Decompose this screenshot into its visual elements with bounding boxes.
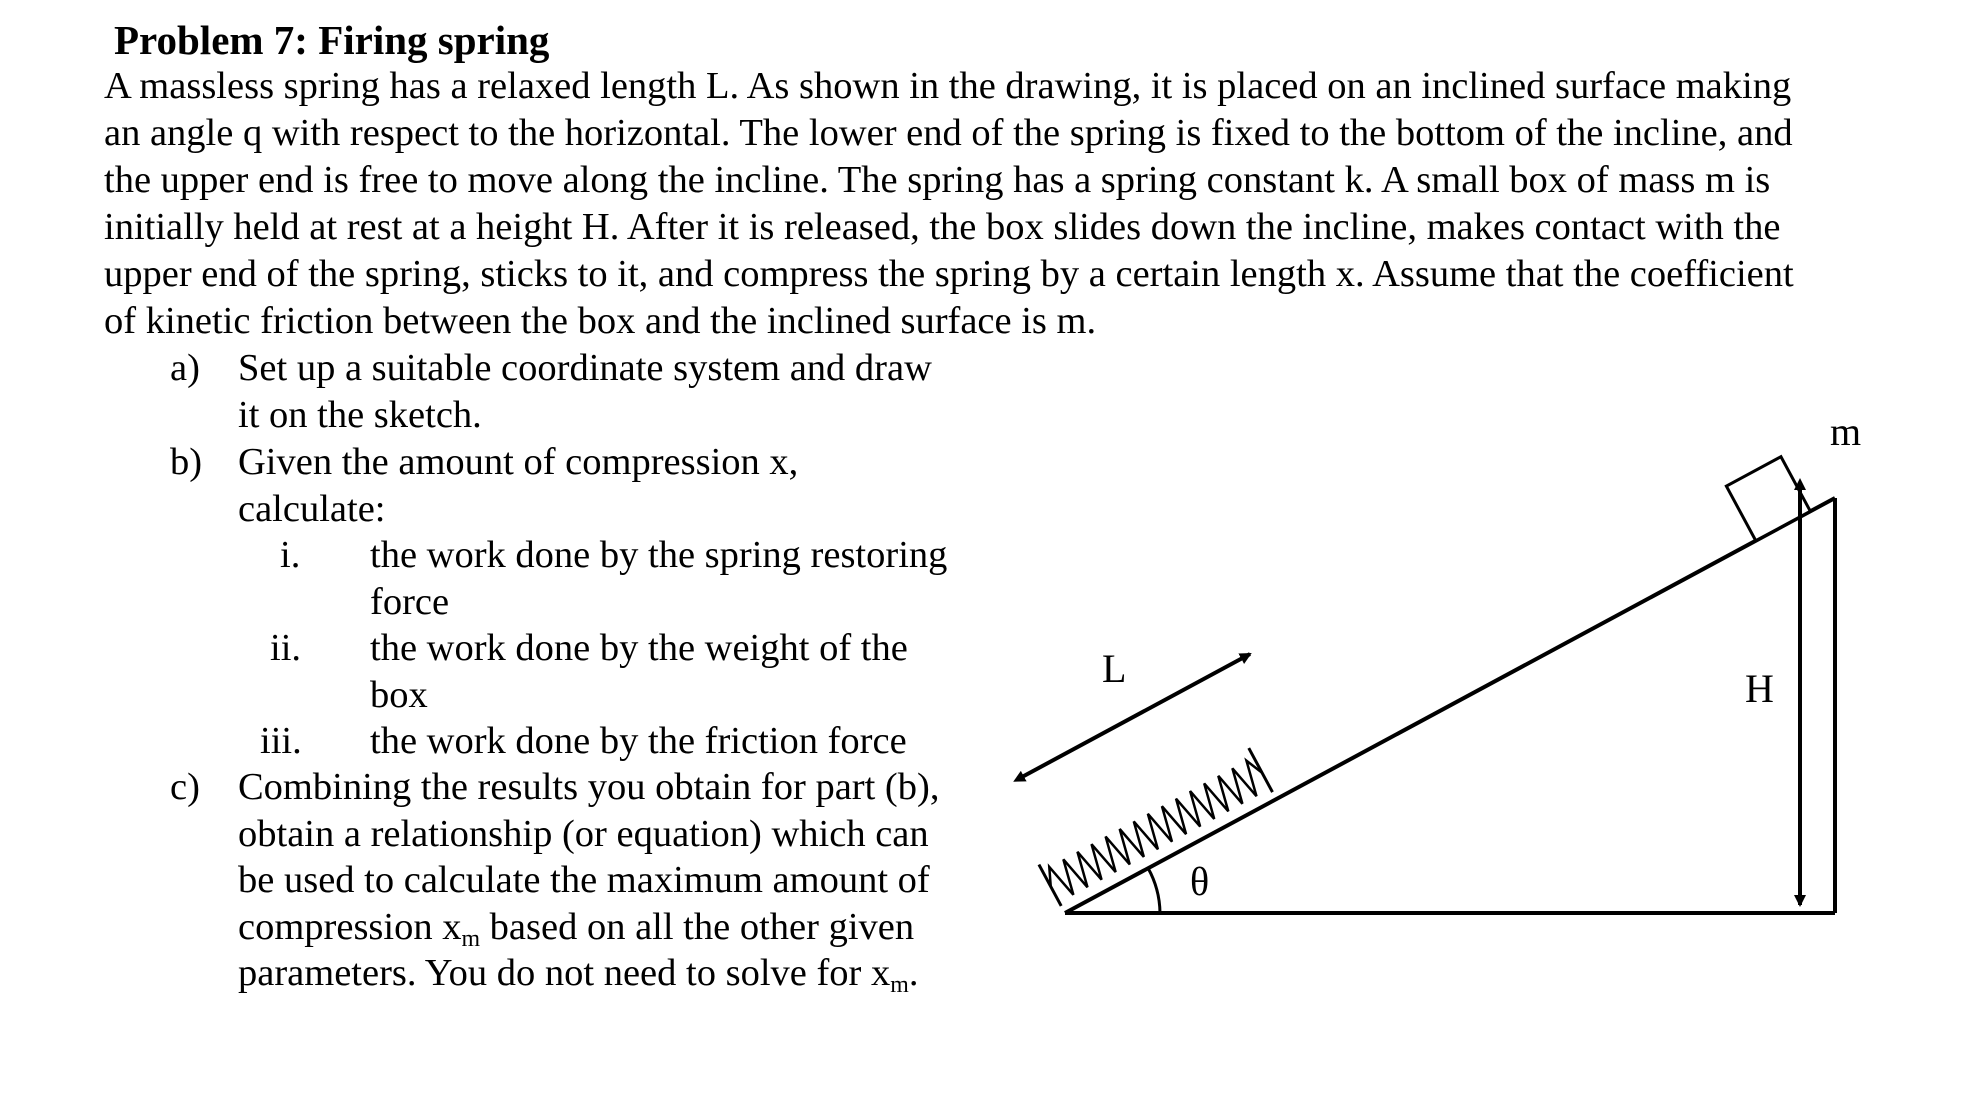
length-arrow [1022,654,1250,777]
question-b-line: calculate: [238,487,386,530]
question-a-marker: a) [170,347,200,389]
theta-label: θ [1190,859,1210,904]
question-a-line: it on the sketch. [238,393,482,436]
subquestion-i-line: force [370,580,450,623]
question-b-marker: b) [170,441,203,483]
mass-label: m [1830,409,1862,454]
question-c-text: . [908,952,919,994]
question-a-line: Set up a suitable coordinate system and draw [238,347,932,389]
subquestion-i-line: the work done by the spring restoring [370,534,948,576]
question-c [170,764,939,997]
intro-line: upper end of the spring, sticks to it, and compress the spring by a certain length x. Assume that the coefficient [104,253,1794,295]
question-c-line [238,950,939,997]
question-c-marker: c) [170,766,200,808]
subscript-m: m [461,925,481,952]
subquestion-i [280,532,947,625]
subquestion-i-marker: i. [280,534,301,576]
question-c-text: parameters. You do not need to solve for x [238,952,891,994]
height-label: H [1745,666,1774,711]
question-c-line: obtain a relationship (or equation) which can [238,812,929,855]
question-c-line: be used to calculate the maximum amount of [238,859,930,901]
subscript-m: m [890,972,909,999]
question-c-line: Combining the results you obtain for part (b), [238,766,940,808]
subquestion-ii-line: box [370,673,428,716]
subquestion-ii-line: the work done by the weight of the [370,627,908,669]
question-c-text: based on all the other given [480,905,915,948]
subquestion-iii-marker: iii. [260,720,302,762]
incline-figure [1000,400,1880,930]
intro-line: initially held at rest at a height H. After it is released, the box slides down the incline, makes contact with the [104,206,1781,248]
question-b-line: Given the amount of compression x, [238,441,799,483]
question-a [170,345,932,438]
subquestion-ii [270,625,908,718]
angle-arc [1148,868,1160,913]
question-c-text: compression x [238,905,462,948]
length-label: L [1102,646,1127,691]
question-b [170,439,798,532]
intro-line: of kinetic friction between the box and the inclined surface is m. [104,300,1097,342]
subquestion-ii-marker: ii. [270,627,302,669]
intro-line: the upper end is free to move along the incline. The spring has a spring constant k. A small box of mass m is [104,159,1771,201]
subquestion-iii [260,718,907,765]
subquestion-iii-line: the work done by the friction force [370,720,907,762]
intro-line: an angle q with respect to the horizontal. The lower end of the spring is fixed to the bottom of the incline, and [104,112,1793,154]
incline-slope [1065,498,1835,913]
question-c-line [238,904,939,951]
problem-title: Problem 7: Firing spring [114,17,550,63]
problem-intro [104,63,1904,345]
box [1726,457,1810,541]
intro-line: A massless spring has a relaxed length L. As shown in the drawing, it is placed on an inclined surface making [104,65,1792,107]
